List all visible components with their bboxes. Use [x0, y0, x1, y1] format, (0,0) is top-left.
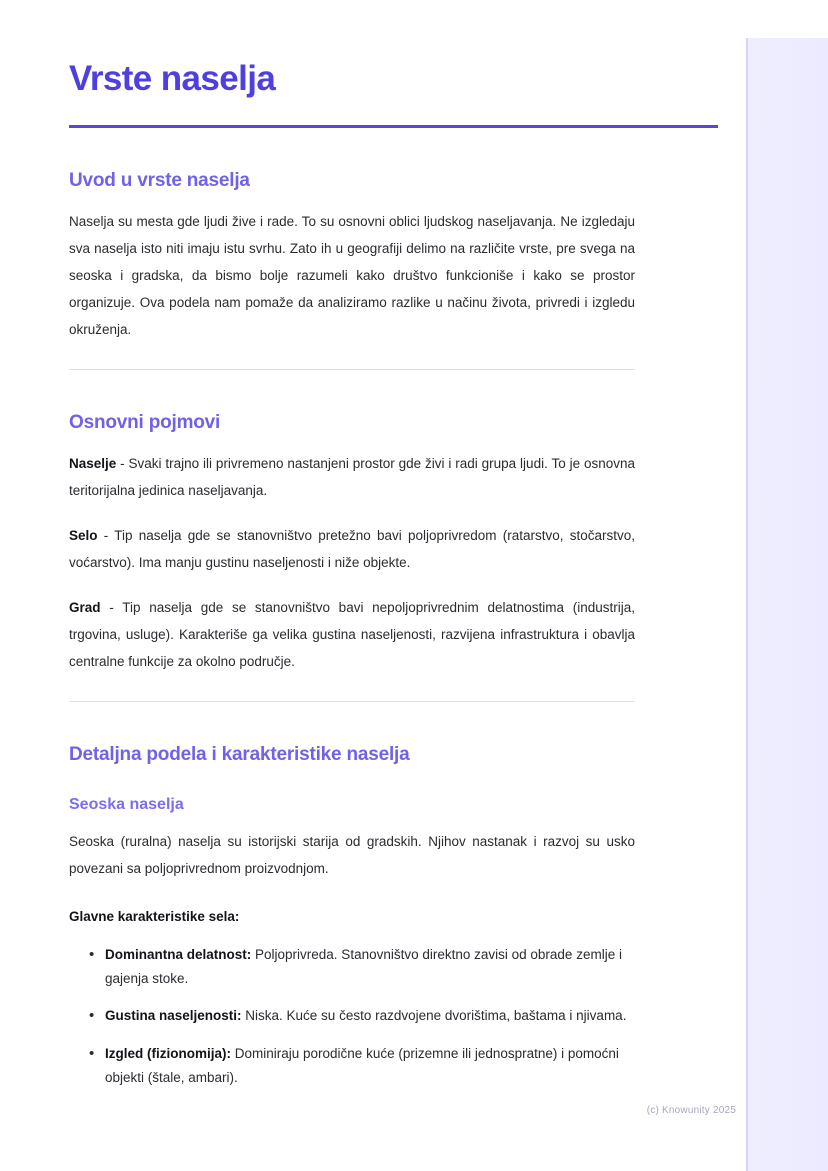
list-item-label: Gustina naseljenosti: — [105, 1008, 242, 1024]
list-item-text: Niska. Kuće su često razdvojene dvorištima, baštama i njivama. — [241, 1008, 627, 1024]
term-label: Selo — [69, 527, 98, 543]
characteristics-list — [69, 943, 655, 1089]
list-item-label: Dominantna delatnost: — [105, 947, 252, 963]
term-entry — [69, 594, 635, 675]
list-item — [89, 943, 655, 990]
term-definition: - Svaki trajno ili privremeno nastanjeni prostor gde živi i radi grupa ljudi. To je osnovna teritorijalna jedinica naseljavanja. — [69, 455, 635, 498]
copyright-footer: (c) Knowunity 2025 — [646, 1105, 736, 1116]
page-title: Vrste naselja — [69, 59, 276, 98]
section-heading-detailed: Detaljna podela i karakteristike naselja — [69, 743, 410, 765]
list-item-label: Izgled (fizionomija): — [105, 1046, 231, 1062]
section-divider-2 — [69, 701, 635, 702]
section-heading-basic-terms: Osnovni pojmovi — [69, 411, 221, 433]
term-label: Naselje — [69, 455, 117, 471]
rural-paragraph: Seoska (ruralna) naselja su istorijski starija od gradskih. Njihov nastanak i razvoj su usko povezani sa poljoprivrednom proizvodnjom. — [69, 833, 635, 876]
subsection-heading-rural: Seoska naselja — [69, 795, 184, 813]
section-divider-1 — [69, 369, 635, 370]
list-title: Glavne karakteristike sela: — [69, 908, 240, 924]
term-definition: - Tip naselja gde se stanovništvo bavi nepoljoprivrednim delatnostima (industrija, trgovina, usluge). Karakteriše ga velika gustina naseljenosti, razvijena infrastruktura i obavlja centralne funkcije za okolno područje. — [69, 599, 635, 669]
page-side-rail-fill — [748, 38, 828, 1171]
section-heading-intro: Uvod u vrste naselja — [69, 169, 250, 191]
page-side-rail — [746, 38, 828, 1171]
term-definition: - Tip naselja gde se stanovništvo pretežno bavi poljoprivredom (ratarstvo, stočarstvo, voćarstvo). Ima manju gustinu naseljenosti i niže objekte. — [69, 527, 635, 570]
list-item-text: Poljoprivreda. Stanovništvo direktno zavisi od obrade zemlje i gajenja stoke. — [105, 947, 622, 986]
list-item — [89, 1004, 655, 1028]
title-underline — [69, 125, 718, 128]
term-label: Grad — [69, 599, 101, 615]
term-entry — [69, 450, 635, 504]
term-entry — [69, 522, 635, 576]
list-item — [89, 1042, 655, 1089]
intro-paragraph: Naselja su mesta gde ljudi žive i rade. To su osnovni oblici ljudskog naseljavanja. Ne izgledaju sva naselja isto niti imaju istu svrhu. Zato ih u geografiji delimo na različite vrste, pre svega na seoska i gradska, da bismo bolje razumeli kako društvo funkcioniše i kako se prostor organizuje. Ova podela nam pomaže da analiziramo razlike u načinu života, privredi i izgledu okruženja. — [69, 213, 635, 337]
list-item-text: Dominiraju porodične kuće (prizemne ili jednospratne) i pomoćni objekti (štale, ambari). — [105, 1046, 619, 1085]
